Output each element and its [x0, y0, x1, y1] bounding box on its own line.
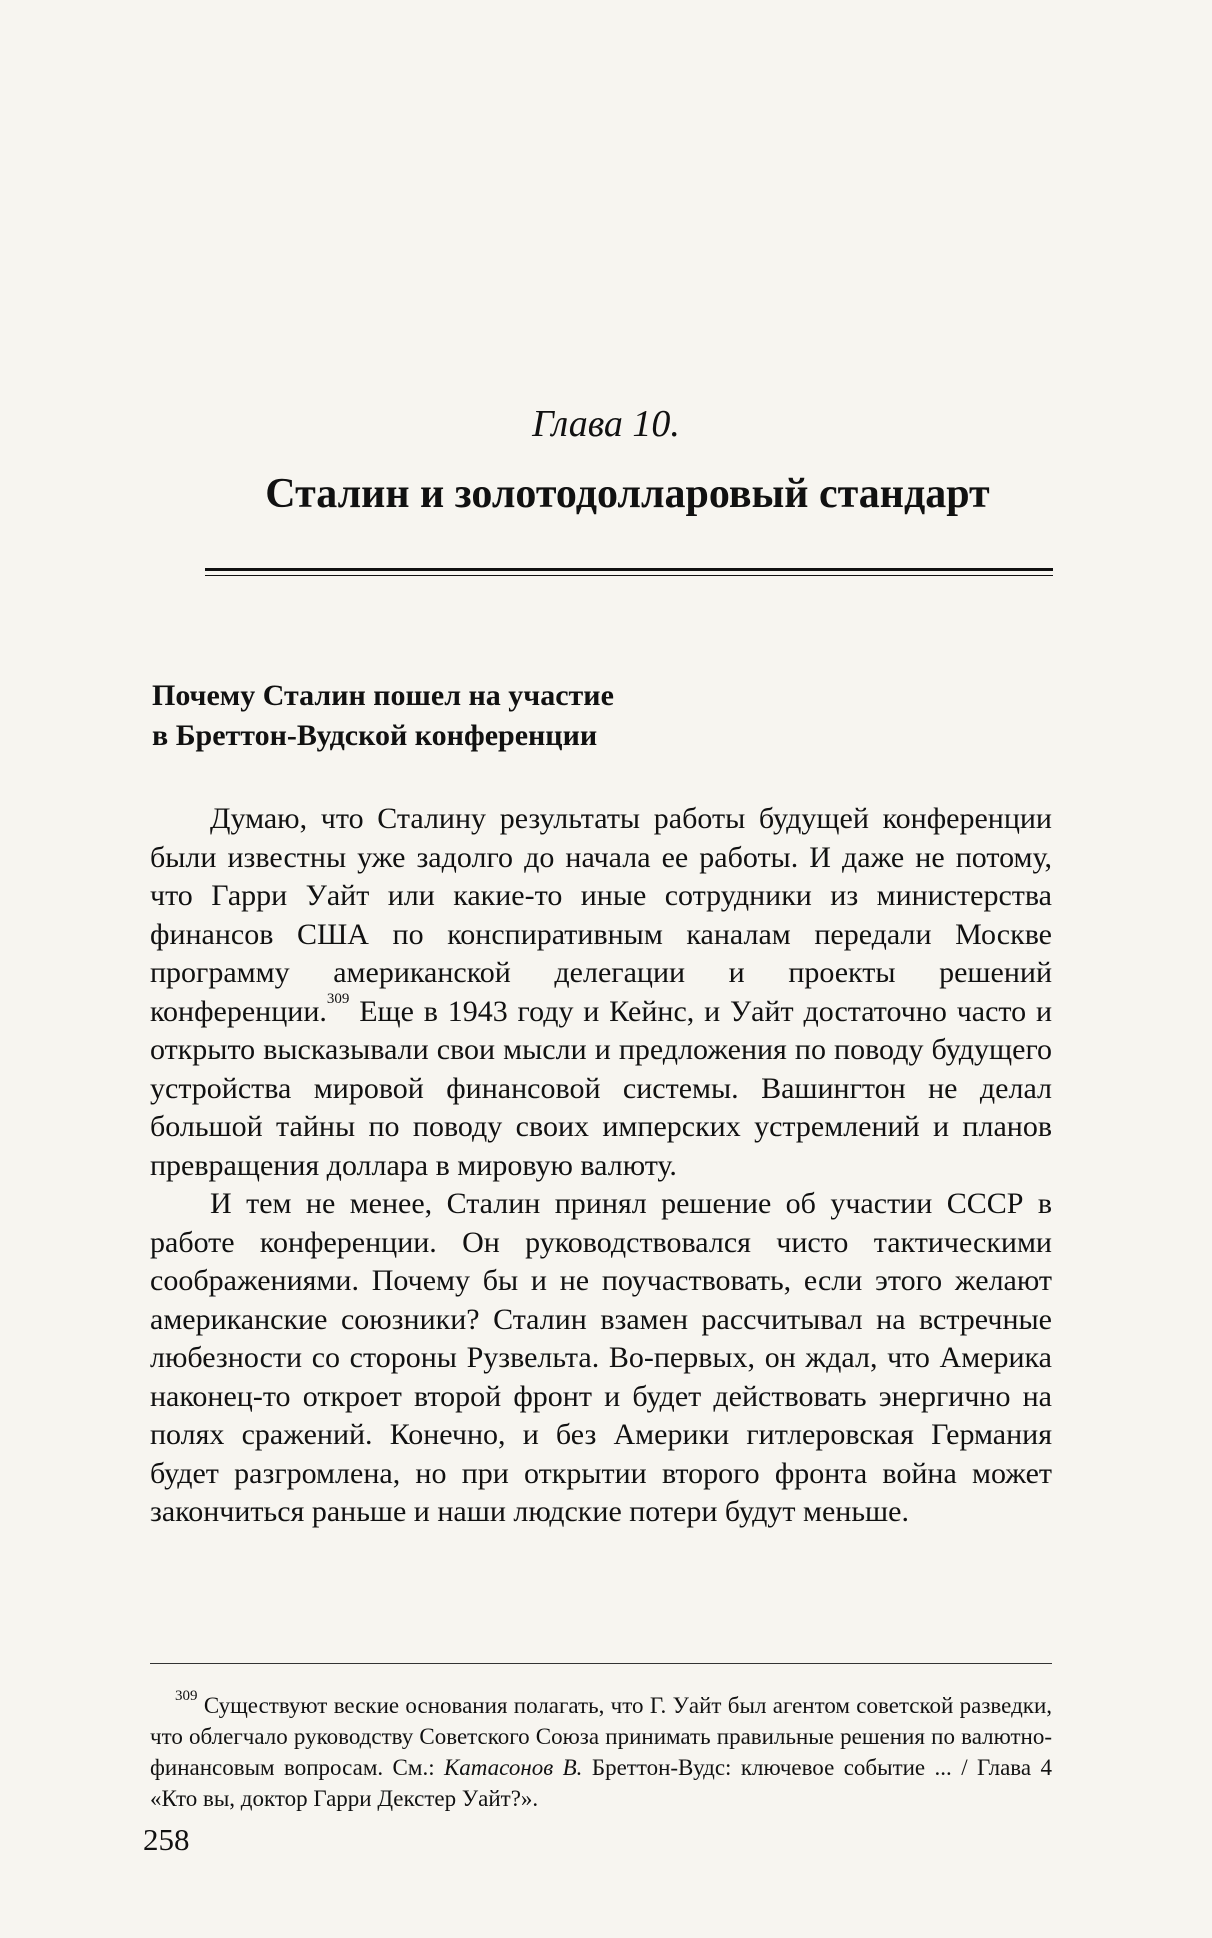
chapter-label: Глава 10.: [532, 403, 680, 445]
body-text: [150, 800, 1052, 1532]
footnote-author: Катасонов В.: [444, 1755, 583, 1780]
title-underline: [205, 568, 1053, 576]
chapter-title: Сталин и золотодолларовый стандарт: [265, 471, 990, 517]
paragraph-1-text-b: Еще в 1943 году и Кейнс, и Уайт достаточно часто и открыто высказывали свои мысли и предложения по поводу будущего устройства мировой финансовой системы. Вашингтон не делал большой тайны по поводу своих имперских устремлений и планов превращения доллара в мировую валюту.: [150, 994, 1052, 1182]
section-heading-line-2: в Бреттон-Вудской конференции: [152, 719, 598, 752]
footnote: [150, 1690, 1052, 1814]
page-number: 258: [143, 1822, 190, 1857]
paragraph-1: [150, 800, 1052, 1185]
paragraph-1-text-a: Думаю, что Сталину результаты работы будущей конференции были известны уже задолго до начала ее работы. И даже не потому, что Гарри Уайт или какие-то иные сотрудники из министерства финансов США по конспиративным каналам передали Москве программу американской делегации и проекты решений конференции.: [150, 802, 1052, 1028]
footnote-text-a: Существуют веские основания полагать, что Г. Уайт был агентом советской разведки, что облегчало руководству Советского Союза принимать правильные решения по валютно-финансовым вопросам. См.:: [150, 1693, 1052, 1780]
footnote-reference: 309: [326, 990, 350, 1007]
paragraph-2: И тем не менее, Сталин принял решение об участии СССР в работе конференции. Он руководствовался чисто тактическими соображениями. Почему бы и не поучаствовать, если этого желают американские союзники? Сталин взамен рассчитывал на встречные любезности со стороны Рузвельта. Во-первых, он ждал, что Америка наконец-то откроет второй фронт и будет действовать энергично на полях сражений. Конечно, и без Америки гитлеровская Германия будет разгромлена, но при открытии второго фронта война может закончиться раньше и наши людские потери будут меньше.: [150, 1187, 1052, 1528]
footnote-divider: [150, 1663, 1052, 1664]
footnote-number: 309: [175, 1688, 198, 1704]
footnote-text-b: Бреттон-Вудс: ключевое событие ... / Глава 4 «Кто вы, доктор Гарри Декстер Уайт?».: [150, 1755, 1052, 1811]
section-heading: [152, 676, 972, 756]
section-heading-line-1: Почему Сталин пошел на участие: [152, 679, 614, 712]
